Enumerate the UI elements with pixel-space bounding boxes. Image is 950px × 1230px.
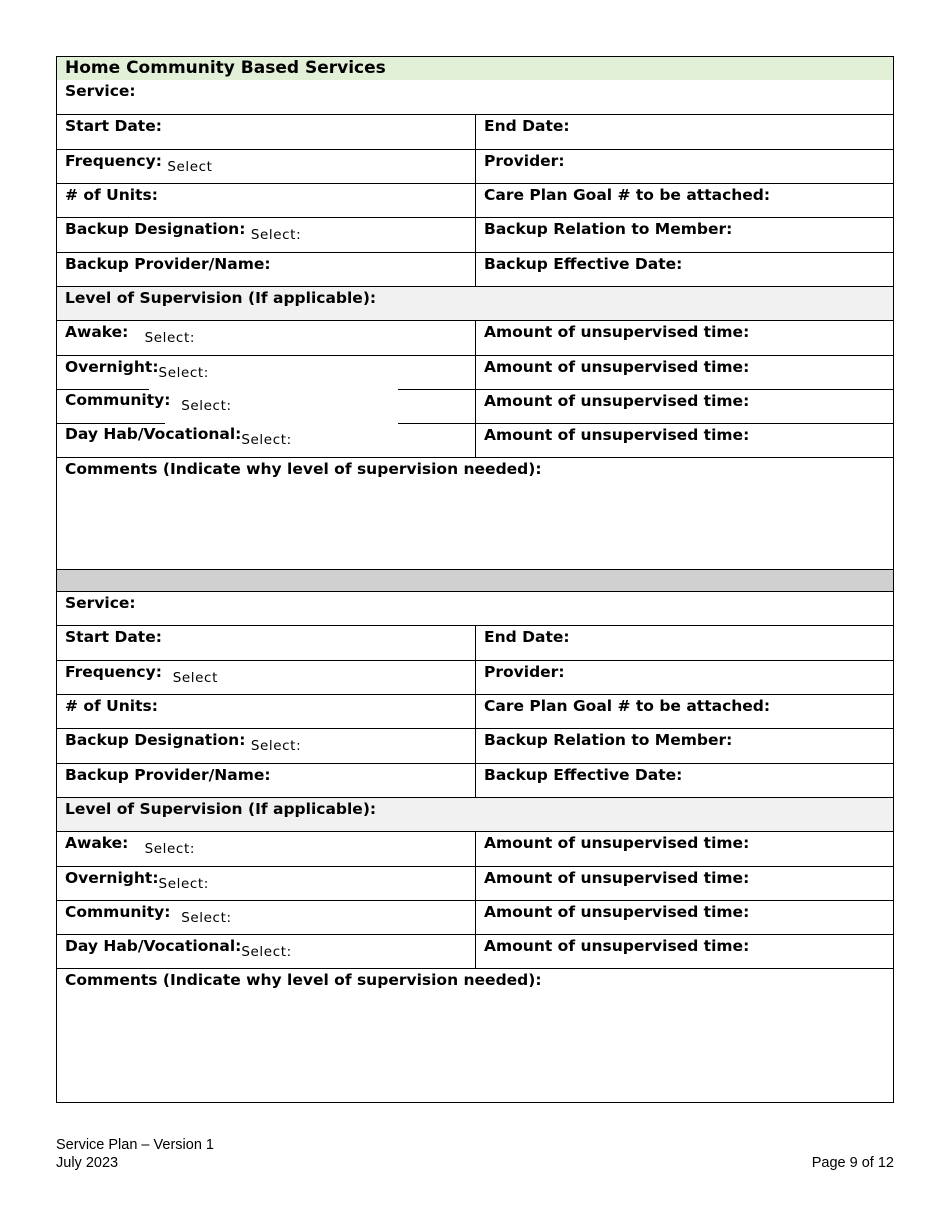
end-date-label: End Date:	[484, 117, 570, 135]
service-label: Service:	[65, 82, 136, 100]
care-plan-goal-field[interactable]	[476, 695, 893, 728]
awake-label: Awake:	[65, 323, 129, 341]
footer-title: Service Plan – Version 1	[56, 1137, 214, 1153]
frequency-field	[57, 150, 476, 183]
start-date-label: Start Date:	[65, 628, 162, 646]
backup-effective-date-label: Backup Effective Date:	[484, 766, 683, 784]
section-divider	[57, 569, 893, 591]
comments-field[interactable]	[57, 457, 893, 569]
backup-relation-label: Backup Relation to Member:	[484, 220, 733, 238]
start-date-field[interactable]	[57, 626, 476, 660]
service-row[interactable]	[57, 591, 893, 625]
day-hab-select[interactable]: Select:	[241, 432, 292, 448]
footer-date: July 2023	[56, 1155, 119, 1171]
units-row	[57, 183, 893, 217]
supervision-header	[57, 286, 893, 320]
awake-field	[57, 321, 476, 355]
day-hab-label: Day Hab/Vocational:	[65, 425, 242, 443]
start-date-field[interactable]	[57, 115, 476, 149]
community-select[interactable]: Select:	[181, 398, 232, 414]
backup-effective-date-field[interactable]	[476, 764, 893, 797]
backup-provider-label: Backup Provider/Name:	[65, 766, 271, 784]
unsupervised-time-field[interactable]	[476, 355, 893, 389]
community-label: Community:	[65, 391, 171, 409]
provider-label: Provider:	[484, 663, 565, 681]
community-row	[57, 900, 893, 934]
backup-provider-row	[57, 252, 893, 286]
service-row[interactable]	[57, 80, 893, 114]
day-hab-field	[57, 935, 476, 968]
units-row	[57, 694, 893, 728]
backup-relation-label: Backup Relation to Member:	[484, 731, 733, 749]
backup-row	[57, 217, 893, 252]
day-hab-row	[57, 423, 893, 457]
unsupervised-time-label: Amount of unsupervised time:	[484, 834, 750, 852]
provider-field[interactable]	[476, 150, 893, 183]
awake-select[interactable]: Select:	[144, 841, 195, 857]
overnight-select[interactable]: Select:	[158, 876, 209, 892]
comments-label: Comments (Indicate why level of supervision needed):	[65, 460, 542, 478]
units-label: # of Units:	[65, 697, 158, 715]
section-header	[57, 57, 893, 80]
hcbs-form	[56, 56, 894, 1103]
unsupervised-time-label: Amount of unsupervised time:	[484, 869, 750, 887]
day-hab-field	[57, 423, 476, 457]
overnight-row	[57, 355, 893, 389]
awake-field	[57, 832, 476, 866]
awake-select[interactable]: Select:	[144, 330, 195, 346]
unsupervised-time-label: Amount of unsupervised time:	[484, 392, 750, 410]
comments-label: Comments (Indicate why level of supervision needed):	[65, 971, 542, 989]
community-label: Community:	[65, 903, 171, 921]
unsupervised-time-label: Amount of unsupervised time:	[484, 358, 750, 376]
unsupervised-time-field[interactable]	[476, 389, 893, 423]
end-date-field[interactable]	[476, 115, 893, 149]
units-field[interactable]	[57, 695, 476, 728]
supervision-label: Level of Supervision (If applicable):	[65, 289, 377, 307]
community-field	[57, 901, 476, 934]
awake-row	[57, 320, 893, 355]
care-plan-goal-field[interactable]	[476, 184, 893, 217]
unsupervised-time-label: Amount of unsupervised time:	[484, 937, 750, 955]
frequency-select[interactable]: Select	[167, 159, 213, 175]
end-date-label: End Date:	[484, 628, 570, 646]
start-date-label: Start Date:	[65, 117, 162, 135]
unsupervised-time-label: Amount of unsupervised time:	[484, 426, 750, 444]
frequency-row	[57, 660, 893, 694]
backup-designation-field	[57, 729, 476, 763]
unsupervised-time-label: Amount of unsupervised time:	[484, 903, 750, 921]
backup-effective-date-field[interactable]	[476, 253, 893, 286]
end-date-field[interactable]	[476, 626, 893, 660]
community-row	[57, 389, 893, 423]
unsupervised-time-field[interactable]	[476, 321, 893, 355]
unsupervised-time-label: Amount of unsupervised time:	[484, 323, 750, 341]
units-field[interactable]	[57, 184, 476, 217]
community-select[interactable]: Select:	[181, 910, 232, 926]
overnight-select[interactable]: Select:	[158, 365, 209, 381]
awake-row	[57, 831, 893, 866]
backup-relation-field[interactable]	[476, 729, 893, 763]
backup-provider-label: Backup Provider/Name:	[65, 255, 271, 273]
overnight-label: Overnight:	[65, 358, 159, 376]
awake-label: Awake:	[65, 834, 129, 852]
frequency-row	[57, 149, 893, 183]
overnight-field	[57, 355, 476, 389]
dates-row	[57, 114, 893, 149]
frequency-select[interactable]: Select	[172, 670, 218, 686]
backup-provider-field[interactable]	[57, 764, 476, 797]
day-hab-row	[57, 934, 893, 968]
unsupervised-time-field[interactable]	[476, 901, 893, 934]
unsupervised-time-field[interactable]	[476, 867, 893, 900]
provider-field[interactable]	[476, 661, 893, 694]
backup-provider-row	[57, 763, 893, 797]
backup-row	[57, 728, 893, 763]
overnight-row	[57, 866, 893, 900]
backup-relation-field[interactable]	[476, 218, 893, 252]
frequency-label: Frequency:	[65, 152, 162, 170]
backup-designation-field	[57, 218, 476, 252]
supervision-label: Level of Supervision (If applicable):	[65, 800, 377, 818]
frequency-label: Frequency:	[65, 663, 162, 681]
units-label: # of Units:	[65, 186, 158, 204]
supervision-header	[57, 797, 893, 831]
comments-field[interactable]	[57, 968, 893, 1102]
unsupervised-time-field[interactable]	[476, 423, 893, 457]
section-title: Home Community Based Services	[65, 58, 386, 78]
backup-designation-label: Backup Designation:	[65, 220, 246, 238]
backup-designation-label: Backup Designation:	[65, 731, 246, 749]
day-hab-select[interactable]: Select:	[241, 944, 292, 960]
overnight-label: Overnight:	[65, 869, 159, 887]
care-plan-goal-label: Care Plan Goal # to be attached:	[484, 697, 771, 715]
unsupervised-time-field[interactable]	[476, 935, 893, 968]
backup-provider-field[interactable]	[57, 253, 476, 286]
unsupervised-time-field[interactable]	[476, 832, 893, 866]
dates-row	[57, 625, 893, 660]
provider-label: Provider:	[484, 152, 565, 170]
day-hab-label: Day Hab/Vocational:	[65, 937, 242, 955]
backup-effective-date-label: Backup Effective Date:	[484, 255, 683, 273]
service-label: Service:	[65, 594, 136, 612]
overnight-field	[57, 867, 476, 900]
footer-page-number: Page 9 of 12	[811, 1155, 894, 1171]
care-plan-goal-label: Care Plan Goal # to be attached:	[484, 186, 771, 204]
community-field	[57, 389, 476, 423]
backup-designation-select[interactable]: Select:	[250, 227, 302, 243]
backup-designation-select[interactable]: Select:	[250, 738, 302, 754]
frequency-field	[57, 661, 476, 694]
